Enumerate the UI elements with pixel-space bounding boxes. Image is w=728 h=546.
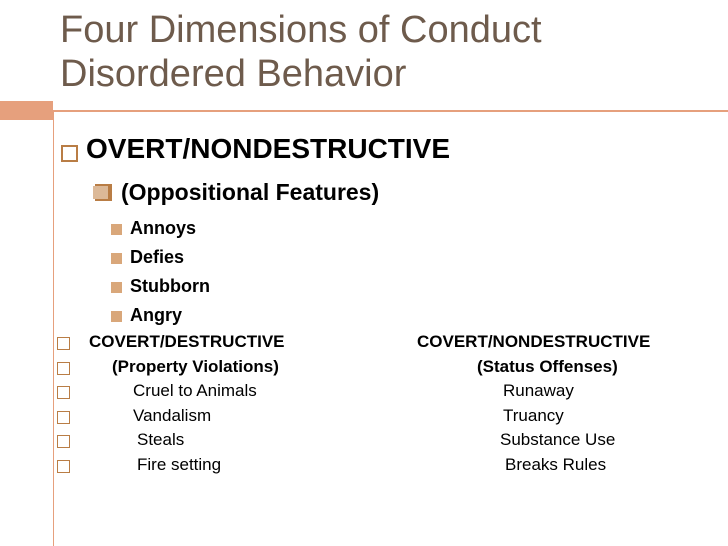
solid-square-bullet-icon bbox=[111, 224, 122, 235]
list-item: Fire setting bbox=[137, 455, 222, 474]
list-item: Stubborn bbox=[130, 276, 210, 296]
list-item: Defies bbox=[130, 247, 185, 267]
hollow-square-bullet-icon bbox=[57, 386, 70, 399]
list-item: Annoys bbox=[130, 218, 197, 238]
title-accent-bar bbox=[0, 101, 53, 120]
shadowed-square-bullet-icon bbox=[95, 184, 112, 201]
hollow-square-bullet-icon bbox=[61, 145, 78, 162]
hollow-square-bullet-icon bbox=[57, 435, 70, 448]
overt-nondestructive-heading: OVERT/NONDESTRUCTIVE bbox=[86, 133, 451, 164]
left-margin-rule bbox=[53, 112, 54, 546]
status-offenses-label: (Status Offenses) bbox=[477, 357, 618, 376]
covert-nondestructive-heading: COVERT/NONDESTRUCTIVE bbox=[417, 332, 651, 351]
covert-destructive-heading: COVERT/DESTRUCTIVE bbox=[89, 332, 285, 351]
slide-title-line-1: Four Dimensions of Conduct bbox=[60, 9, 542, 51]
property-violations-label: (Property Violations) bbox=[112, 357, 279, 376]
list-item: Runaway bbox=[503, 381, 574, 400]
solid-square-bullet-icon bbox=[111, 311, 122, 322]
hollow-square-bullet-icon bbox=[57, 362, 70, 375]
solid-square-bullet-icon bbox=[111, 253, 122, 264]
list-item: Cruel to Animals bbox=[133, 381, 257, 400]
slide-title bbox=[60, 8, 700, 96]
list-item: Steals bbox=[137, 430, 185, 449]
list-item: Breaks Rules bbox=[505, 455, 607, 474]
hollow-square-bullet-icon bbox=[57, 460, 70, 473]
list-item: Substance Use bbox=[500, 430, 616, 449]
solid-square-bullet-icon bbox=[111, 282, 122, 293]
hollow-square-bullet-icon bbox=[57, 337, 70, 350]
oppositional-features-label: (Oppositional Features) bbox=[121, 179, 380, 205]
title-underline-rule bbox=[53, 110, 728, 112]
list-item: Angry bbox=[130, 305, 183, 325]
hollow-square-bullet-icon bbox=[57, 411, 70, 424]
slide-title-line-2: Disordered Behavior bbox=[60, 53, 407, 95]
list-item: Truancy bbox=[503, 406, 564, 425]
list-item: Vandalism bbox=[133, 406, 212, 425]
